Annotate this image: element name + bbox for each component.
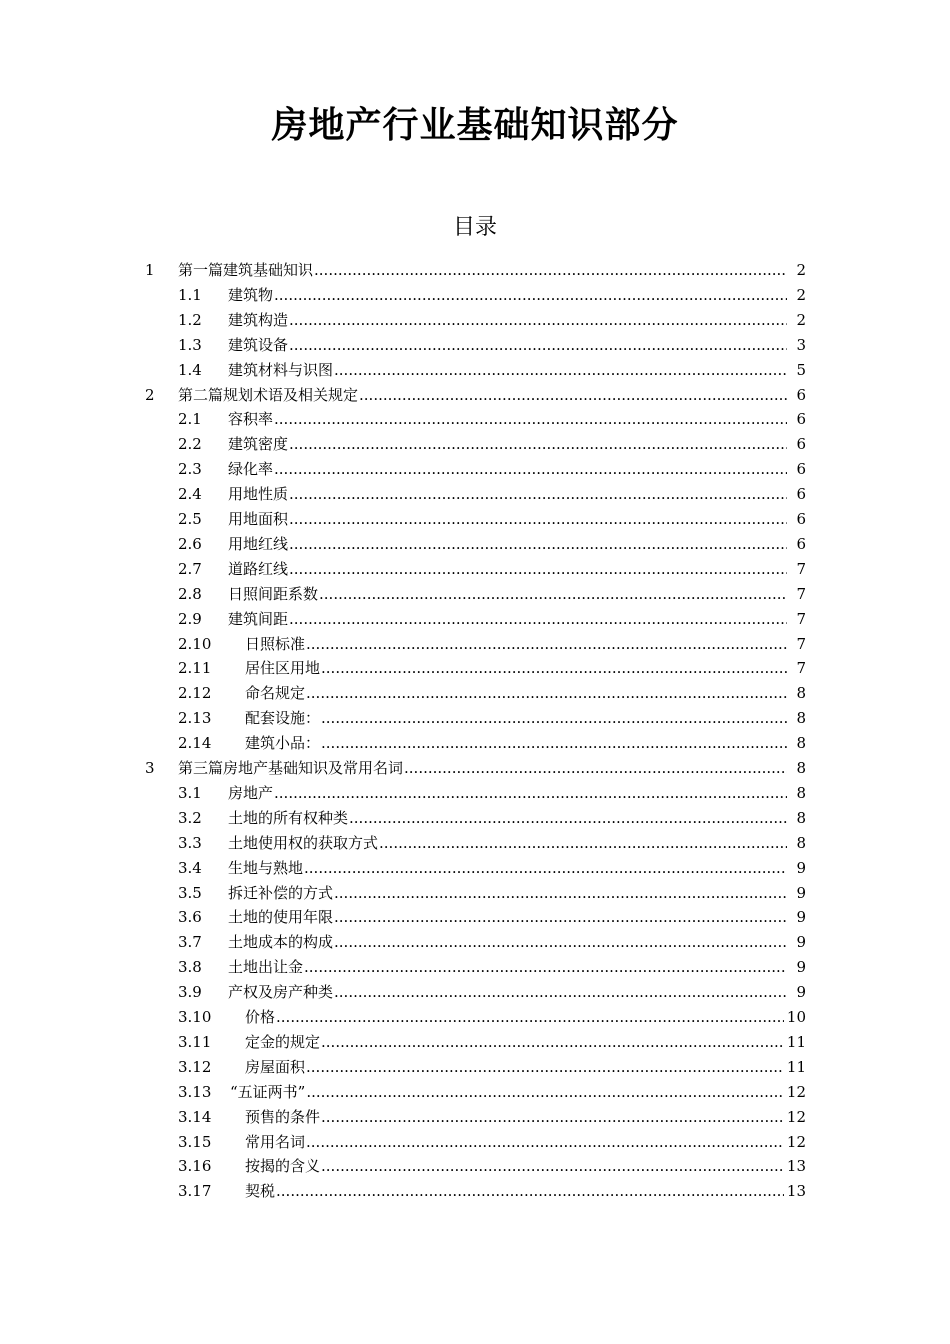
toc-entry-number: 2.6 xyxy=(178,534,202,553)
toc-entry-label: 定金的规定 xyxy=(245,1032,321,1051)
toc-entry-number: 1.2 xyxy=(178,310,202,329)
toc-entry-label: 建筑设备 xyxy=(228,335,289,354)
toc-entry[interactable] xyxy=(0,632,950,657)
toc-entry[interactable] xyxy=(0,980,950,1005)
toc-entry-label: 建筑间距 xyxy=(228,609,289,628)
toc-entry-page-number: 7 xyxy=(796,559,806,578)
toc-entry[interactable] xyxy=(0,1105,950,1130)
toc-entry[interactable] xyxy=(0,681,950,706)
toc-dot-leader xyxy=(289,432,787,457)
toc-entry-number: 3.8 xyxy=(178,958,202,977)
toc-dot-leader xyxy=(321,1030,784,1055)
toc-entry-label: 第二篇规划术语及相关规定 xyxy=(178,385,359,404)
toc-entry-page-number: 13 xyxy=(786,1182,806,1201)
toc-entry-label: 生地与熟地 xyxy=(228,858,304,877)
toc-dot-leader xyxy=(289,607,787,632)
toc-entry-page-number: 7 xyxy=(796,609,806,628)
toc-dot-leader xyxy=(289,482,787,507)
toc-entry[interactable] xyxy=(0,308,950,333)
toc-dot-leader xyxy=(334,930,787,955)
toc-entry-number: 2.3 xyxy=(178,460,202,479)
toc-dot-leader xyxy=(274,781,787,806)
toc-dot-leader xyxy=(304,856,787,881)
toc-entry[interactable] xyxy=(0,731,950,756)
toc-entry-page-number: 6 xyxy=(796,460,806,479)
toc-entry-number: 1.1 xyxy=(178,285,202,304)
toc-entry-number: 2.8 xyxy=(178,584,202,603)
toc-entry-page-number: 8 xyxy=(796,783,806,802)
toc-dot-leader xyxy=(349,806,787,831)
toc-dot-leader xyxy=(319,582,787,607)
toc-entry[interactable] xyxy=(0,358,950,383)
toc-entry-page-number: 11 xyxy=(786,1032,806,1051)
toc-entry-label: 命名规定 xyxy=(245,684,306,703)
toc-entry-page-number: 6 xyxy=(796,410,806,429)
toc-entry-label: 容积率 xyxy=(228,410,274,429)
toc-entry-page-number: 8 xyxy=(796,833,806,852)
toc-dot-leader xyxy=(321,706,787,731)
toc-entry-label: 土地使用权的获取方式 xyxy=(228,833,379,852)
toc-entry-page-number: 8 xyxy=(796,759,806,777)
toc-entry-number: 3.13 xyxy=(178,1082,212,1101)
toc-entry-label: 日照标准 xyxy=(245,634,306,653)
toc-entry-page-number: 12 xyxy=(786,1082,806,1101)
toc-entry-number: 2.9 xyxy=(178,609,202,628)
toc-entry-label: 房地产 xyxy=(228,783,274,802)
toc-entry-page-number: 12 xyxy=(786,1132,806,1151)
toc-dot-leader xyxy=(289,308,787,333)
toc-entry-page-number: 11 xyxy=(786,1057,806,1076)
toc-entry-number: 2.7 xyxy=(178,559,202,578)
toc-entry[interactable] xyxy=(0,905,950,930)
toc-entry-number: 1 xyxy=(145,261,155,279)
toc-entry-number: 3.6 xyxy=(178,908,202,927)
toc-entry-number: 1.4 xyxy=(178,360,202,379)
toc-entry-page-number: 6 xyxy=(796,485,806,504)
toc-entry-number: 3.9 xyxy=(178,983,202,1002)
toc-entry[interactable] xyxy=(0,283,950,308)
toc-entry[interactable] xyxy=(0,1005,950,1030)
toc-entry-label: 居住区用地 xyxy=(245,659,321,678)
toc-entry-number: 2.14 xyxy=(178,734,212,753)
toc-dot-leader xyxy=(289,333,787,358)
toc-dot-leader xyxy=(321,656,787,681)
toc-entry[interactable] xyxy=(0,582,950,607)
toc-entry-page-number: 6 xyxy=(796,435,806,454)
toc-dot-leader xyxy=(289,557,787,582)
toc-dot-leader xyxy=(306,1055,784,1080)
toc-entry-page-number: 2 xyxy=(796,310,806,329)
toc-dot-leader xyxy=(276,1179,784,1204)
toc-entry-label: “五证两书” xyxy=(230,1082,306,1101)
toc-dot-leader xyxy=(274,407,787,432)
toc-entry[interactable] xyxy=(0,1130,950,1155)
toc-entry-label: 第三篇房地产基础知识及常用名词 xyxy=(178,759,404,777)
toc-dot-leader xyxy=(321,1105,784,1130)
toc-entry-page-number: 8 xyxy=(796,709,806,728)
toc-dot-leader xyxy=(304,955,787,980)
toc-dot-leader xyxy=(404,756,787,781)
toc-entry-number: 2.12 xyxy=(178,684,212,703)
toc-dot-leader xyxy=(306,632,787,657)
toc-dot-leader xyxy=(276,1005,784,1030)
toc-entry-number: 3.12 xyxy=(178,1057,212,1076)
toc-dot-leader xyxy=(289,532,787,557)
toc-entry-number: 3.11 xyxy=(178,1032,212,1051)
toc-entry-page-number: 6 xyxy=(796,385,806,404)
toc-entry[interactable] xyxy=(0,482,950,507)
toc-entry-number: 3.17 xyxy=(178,1182,212,1201)
toc-entry[interactable] xyxy=(0,258,950,283)
toc-entry-label: 绿化率 xyxy=(228,460,274,479)
toc-entry-number: 1.3 xyxy=(178,335,202,354)
toc-entry-label: 用地性质 xyxy=(228,485,289,504)
toc-entry[interactable] xyxy=(0,856,950,881)
toc-entry-page-number: 7 xyxy=(796,584,806,603)
toc-entry-label: 预售的条件 xyxy=(245,1107,321,1126)
toc-entry-number: 2.13 xyxy=(178,709,212,728)
toc-entry-label: 土地成本的构成 xyxy=(228,933,334,952)
toc-entry[interactable] xyxy=(0,806,950,831)
toc-entry[interactable] xyxy=(0,1030,950,1055)
toc-entry-number: 3 xyxy=(145,759,155,777)
toc-dot-leader xyxy=(306,1080,784,1105)
toc-entry-page-number: 9 xyxy=(796,958,806,977)
toc-entry-page-number: 6 xyxy=(796,534,806,553)
toc-entry-label: 产权及房产种类 xyxy=(228,983,334,1002)
toc-entry-page-number: 3 xyxy=(796,335,806,354)
toc-entry-number: 3.2 xyxy=(178,808,202,827)
toc-entry-number: 2 xyxy=(145,385,155,404)
toc-dot-leader xyxy=(314,258,787,283)
toc-entry-label: 道路红线 xyxy=(228,559,289,578)
toc-entry-label: 土地的所有权种类 xyxy=(228,808,349,827)
toc-entry-label: 配套设施： xyxy=(245,709,321,728)
toc-entry-page-number: 9 xyxy=(796,908,806,927)
toc-entry-number: 2.5 xyxy=(178,510,202,528)
toc-entry-page-number: 9 xyxy=(796,883,806,902)
toc-entry[interactable] xyxy=(0,1154,950,1179)
toc-entry[interactable] xyxy=(0,407,950,432)
toc-entry-page-number: 9 xyxy=(796,858,806,877)
toc-entry-label: 日照间距系数 xyxy=(228,584,319,603)
toc-dot-leader xyxy=(334,881,787,906)
toc-entry-number: 3.15 xyxy=(178,1132,212,1151)
toc-entry-label: 第一篇建筑基础知识 xyxy=(178,261,314,279)
toc-entry-number: 2.10 xyxy=(178,634,212,653)
document-title: 房地产行业基础知识部分 xyxy=(271,105,679,146)
toc-entry-page-number: 7 xyxy=(796,634,806,653)
toc-entry-number: 3.16 xyxy=(178,1157,212,1176)
toc-entry-page-number: 8 xyxy=(796,734,806,753)
toc-entry-label: 用地面积 xyxy=(228,510,289,528)
toc-entry-page-number: 6 xyxy=(796,510,806,528)
toc-dot-leader xyxy=(274,457,787,482)
toc-entry-number: 3.14 xyxy=(178,1107,212,1126)
toc-entry-page-number: 8 xyxy=(796,684,806,703)
toc-entry-number: 3.5 xyxy=(178,883,202,902)
toc-dot-leader xyxy=(359,383,787,408)
toc-entry-number: 3.1 xyxy=(178,783,202,802)
toc-entry[interactable] xyxy=(0,1055,950,1080)
toc-entry[interactable] xyxy=(0,781,950,806)
toc-entry-number: 2.1 xyxy=(178,410,202,429)
toc-entry-label: 常用名词 xyxy=(245,1132,306,1151)
toc-entry[interactable] xyxy=(0,706,950,731)
toc-entry[interactable] xyxy=(0,1080,950,1105)
toc-entry[interactable] xyxy=(0,457,950,482)
toc-entry[interactable] xyxy=(0,831,950,856)
toc-dot-leader xyxy=(334,358,787,383)
toc-dot-leader xyxy=(289,507,787,532)
toc-entry-page-number: 12 xyxy=(786,1107,806,1126)
toc-entry-page-number: 2 xyxy=(796,285,806,304)
toc-entry-number: 3.3 xyxy=(178,833,202,852)
toc-entry-page-number: 8 xyxy=(796,808,806,827)
toc-entry-label: 土地的使用年限 xyxy=(228,908,334,927)
toc-entry-page-number: 13 xyxy=(786,1157,806,1176)
toc-entry-label: 建筑构造 xyxy=(228,310,289,329)
toc-entry-label: 按揭的含义 xyxy=(245,1157,321,1176)
toc-entry-page-number: 9 xyxy=(796,983,806,1002)
toc-entry-label: 建筑小品： xyxy=(245,734,321,753)
toc-dot-leader xyxy=(306,1130,784,1155)
toc-entry[interactable] xyxy=(0,955,950,980)
toc-entry[interactable] xyxy=(0,557,950,582)
toc-entry-label: 价格 xyxy=(245,1008,276,1026)
toc-entry[interactable] xyxy=(0,383,950,408)
toc-dot-leader xyxy=(274,283,787,308)
toc-entry-number: 3.10 xyxy=(178,1008,212,1026)
toc-entry-page-number: 7 xyxy=(796,659,806,678)
toc-entry[interactable] xyxy=(0,532,950,557)
toc-entry-label: 房屋面积 xyxy=(245,1057,306,1076)
toc-entry[interactable] xyxy=(0,756,950,781)
toc-entry[interactable] xyxy=(0,607,950,632)
toc-entry-number: 2.2 xyxy=(178,435,202,454)
toc-entry-page-number: 5 xyxy=(796,360,806,379)
toc-entry[interactable] xyxy=(0,656,950,681)
toc-entry[interactable] xyxy=(0,881,950,906)
toc-entry-label: 拆迁补偿的方式 xyxy=(228,883,334,902)
toc-entry[interactable] xyxy=(0,333,950,358)
toc-dot-leader xyxy=(334,980,787,1005)
toc-dot-leader xyxy=(334,905,787,930)
toc-entry-page-number: 9 xyxy=(796,933,806,952)
toc-entry-page-number: 10 xyxy=(786,1008,806,1026)
toc-entry-label: 建筑密度 xyxy=(228,435,289,454)
toc-entry-label: 建筑物 xyxy=(228,285,274,304)
toc-entry[interactable] xyxy=(0,432,950,457)
toc-entry-label: 土地出让金 xyxy=(228,958,304,977)
toc-entry-number: 2.11 xyxy=(178,659,212,678)
toc-entry-page-number: 2 xyxy=(796,261,806,279)
toc-dot-leader xyxy=(321,1154,784,1179)
toc-entry-number: 3.7 xyxy=(178,933,202,952)
toc-heading: 目录 xyxy=(452,215,497,240)
toc-entry[interactable] xyxy=(0,930,950,955)
toc-dot-leader xyxy=(321,731,787,756)
toc-entry-label: 契税 xyxy=(245,1182,276,1201)
toc-entry-number: 3.4 xyxy=(178,858,202,877)
toc-entry-number: 2.4 xyxy=(178,485,202,504)
toc-dot-leader xyxy=(306,681,787,706)
toc-entry[interactable] xyxy=(0,507,950,532)
toc-entry-label: 建筑材料与识图 xyxy=(228,360,334,379)
toc-entry-label: 用地红线 xyxy=(228,534,289,553)
toc-dot-leader xyxy=(379,831,787,856)
toc-entry[interactable] xyxy=(0,1179,950,1204)
